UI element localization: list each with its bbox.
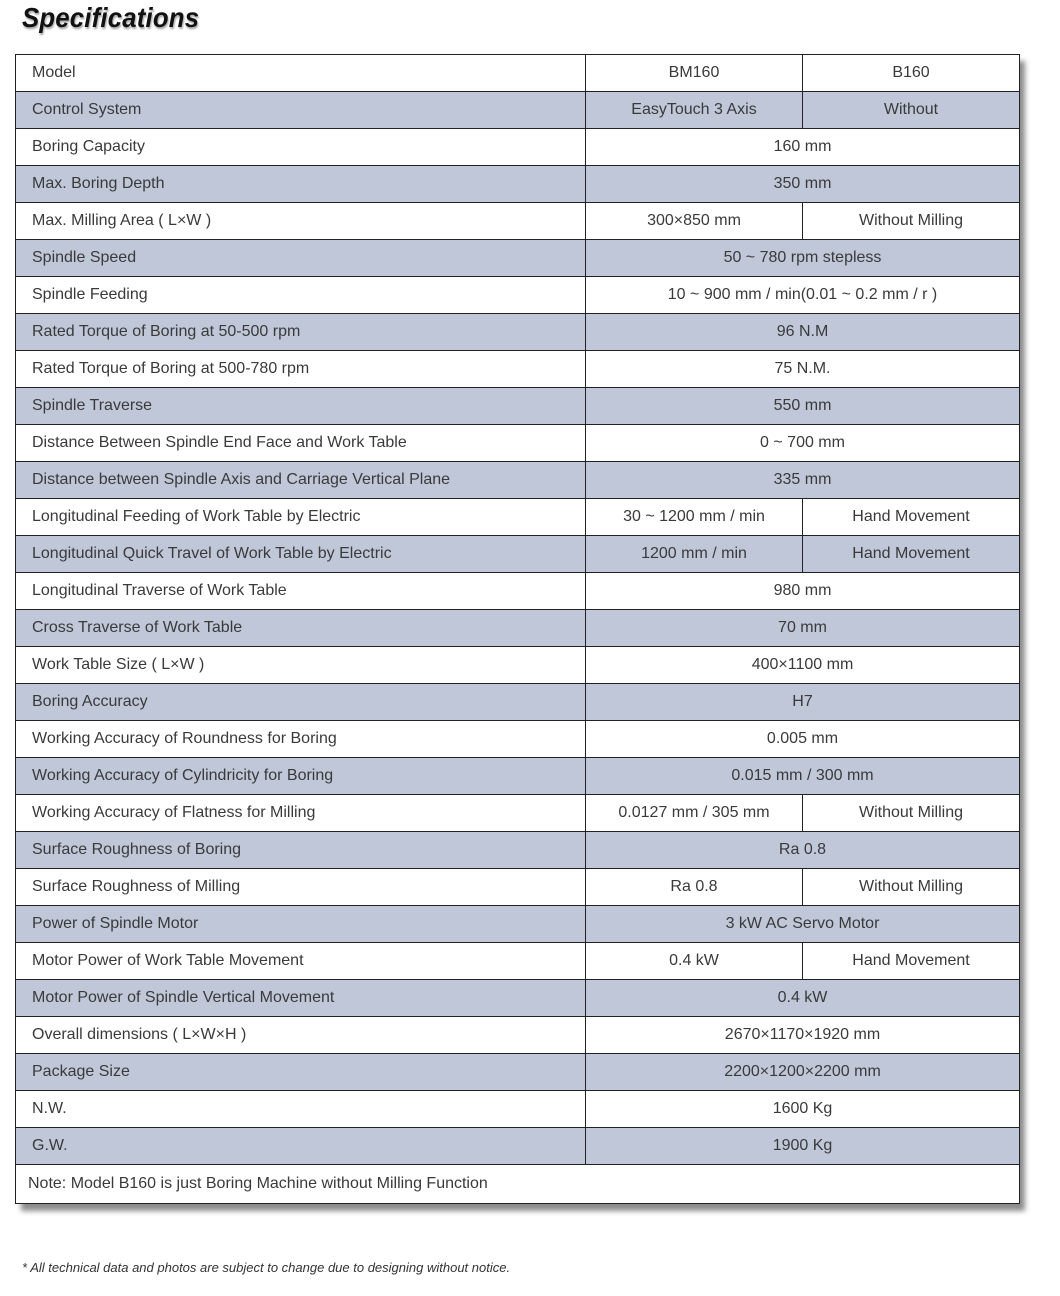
- spec-value-shared: 0.015 mm / 300 mm: [586, 758, 1020, 795]
- spec-row: [16, 684, 1020, 721]
- spec-value-shared: 550 mm: [586, 388, 1020, 425]
- spec-value-shared: 75 N.M.: [586, 351, 1020, 388]
- spec-value-shared: Ra 0.8: [586, 832, 1020, 869]
- spec-row: [16, 425, 1020, 462]
- spec-row: [16, 314, 1020, 351]
- spec-label: Distance Between Spindle End Face and Work Table: [16, 425, 586, 462]
- spec-row: [16, 499, 1020, 536]
- spec-value-shared: H7: [586, 684, 1020, 721]
- spec-row: [16, 166, 1020, 203]
- spec-value-shared: 0.005 mm: [586, 721, 1020, 758]
- spec-value-b160: Without Milling: [803, 795, 1020, 832]
- spec-row: [16, 92, 1020, 129]
- spec-row: [16, 1128, 1020, 1165]
- spec-value-b160: Without Milling: [803, 869, 1020, 906]
- spec-value-bm160: Ra 0.8: [586, 869, 803, 906]
- note-row: [16, 1165, 1020, 1204]
- spec-label: Longitudinal Feeding of Work Table by Electric: [16, 499, 586, 536]
- spec-label: Working Accuracy of Flatness for Milling: [16, 795, 586, 832]
- spec-label: Motor Power of Spindle Vertical Movement: [16, 980, 586, 1017]
- spec-value-bm160: BM160: [586, 55, 803, 92]
- spec-row: [16, 721, 1020, 758]
- spec-value-b160: Without: [803, 92, 1020, 129]
- spec-label: Rated Torque of Boring at 500-780 rpm: [16, 351, 586, 388]
- spec-label: N.W.: [16, 1091, 586, 1128]
- spec-value-shared: 0 ~ 700 mm: [586, 425, 1020, 462]
- spec-label: Spindle Traverse: [16, 388, 586, 425]
- spec-value-shared: 2200×1200×2200 mm: [586, 1054, 1020, 1091]
- spec-row: [16, 462, 1020, 499]
- spec-value-b160: Without Milling: [803, 203, 1020, 240]
- spec-value-shared: 335 mm: [586, 462, 1020, 499]
- spec-value-shared: 350 mm: [586, 166, 1020, 203]
- spec-value-shared: 96 N.M: [586, 314, 1020, 351]
- spec-value-shared: 50 ~ 780 rpm stepless: [586, 240, 1020, 277]
- spec-label: Package Size: [16, 1054, 586, 1091]
- spec-row: [16, 388, 1020, 425]
- spec-row: [16, 610, 1020, 647]
- spec-label: Spindle Feeding: [16, 277, 586, 314]
- spec-value-bm160: 0.4 kW: [586, 943, 803, 980]
- spec-label: Longitudinal Quick Travel of Work Table by Electric: [16, 536, 586, 573]
- spec-value-shared: 70 mm: [586, 610, 1020, 647]
- spec-label: Control System: [16, 92, 586, 129]
- spec-row: [16, 869, 1020, 906]
- spec-row: [16, 943, 1020, 980]
- spec-value-b160: Hand Movement: [803, 536, 1020, 573]
- spec-value-bm160: 1200 mm / min: [586, 536, 803, 573]
- spec-value-shared: 400×1100 mm: [586, 647, 1020, 684]
- spec-value-shared: 160 mm: [586, 129, 1020, 166]
- spec-label: Work Table Size ( L×W ): [16, 647, 586, 684]
- spec-row: [16, 1017, 1020, 1054]
- spec-row: [16, 573, 1020, 610]
- specifications-table-wrapper: [15, 54, 1019, 1204]
- spec-label: Spindle Speed: [16, 240, 586, 277]
- spec-value-shared: 10 ~ 900 mm / min(0.01 ~ 0.2 mm / r ): [586, 277, 1020, 314]
- spec-row: [16, 906, 1020, 943]
- spec-row: [16, 795, 1020, 832]
- spec-row: [16, 240, 1020, 277]
- footnote: * All technical data and photos are subject to change due to designing without notice.: [22, 1260, 511, 1275]
- spec-value-b160: Hand Movement: [803, 943, 1020, 980]
- specifications-table-body: [16, 55, 1020, 1204]
- spec-row: [16, 647, 1020, 684]
- spec-label: Max. Boring Depth: [16, 166, 586, 203]
- spec-label: Surface Roughness of Milling: [16, 869, 586, 906]
- spec-row: [16, 536, 1020, 573]
- specifications-table: [15, 54, 1020, 1204]
- spec-label: Rated Torque of Boring at 50-500 rpm: [16, 314, 586, 351]
- spec-label: Power of Spindle Motor: [16, 906, 586, 943]
- spec-label: Max. Milling Area ( L×W ): [16, 203, 586, 240]
- spec-row: [16, 129, 1020, 166]
- spec-label: Model: [16, 55, 586, 92]
- spec-value-shared: 3 kW AC Servo Motor: [586, 906, 1020, 943]
- spec-value-bm160: 300×850 mm: [586, 203, 803, 240]
- spec-row: [16, 758, 1020, 795]
- spec-row: [16, 980, 1020, 1017]
- spec-row: [16, 277, 1020, 314]
- spec-value-b160: Hand Movement: [803, 499, 1020, 536]
- spec-row: [16, 1054, 1020, 1091]
- spec-label: Motor Power of Work Table Movement: [16, 943, 586, 980]
- spec-label: G.W.: [16, 1128, 586, 1165]
- spec-row: [16, 351, 1020, 388]
- spec-label: Working Accuracy of Roundness for Boring: [16, 721, 586, 758]
- spec-label: Working Accuracy of Cylindricity for Boring: [16, 758, 586, 795]
- spec-value-shared: 980 mm: [586, 573, 1020, 610]
- spec-label: Surface Roughness of Boring: [16, 832, 586, 869]
- spec-label: Boring Capacity: [16, 129, 586, 166]
- spec-value-bm160: EasyTouch 3 Axis: [586, 92, 803, 129]
- spec-row: [16, 832, 1020, 869]
- spec-value-shared: 1900 Kg: [586, 1128, 1020, 1165]
- spec-label: Distance between Spindle Axis and Carriage Vertical Plane: [16, 462, 586, 499]
- spec-label: Cross Traverse of Work Table: [16, 610, 586, 647]
- spec-value-bm160: 30 ~ 1200 mm / min: [586, 499, 803, 536]
- spec-label: Longitudinal Traverse of Work Table: [16, 573, 586, 610]
- spec-row: [16, 203, 1020, 240]
- spec-row: [16, 55, 1020, 92]
- spec-value-bm160: 0.0127 mm / 305 mm: [586, 795, 803, 832]
- spec-value-shared: 1600 Kg: [586, 1091, 1020, 1128]
- note-text: Note: Model B160 is just Boring Machine without Milling Function: [16, 1165, 1020, 1204]
- spec-label: Boring Accuracy: [16, 684, 586, 721]
- page-title: Specifications: [22, 2, 200, 33]
- spec-value-shared: 0.4 kW: [586, 980, 1020, 1017]
- spec-value-shared: 2670×1170×1920 mm: [586, 1017, 1020, 1054]
- spec-label: Overall dimensions ( L×W×H ): [16, 1017, 586, 1054]
- spec-row: [16, 1091, 1020, 1128]
- spec-value-b160: B160: [803, 55, 1020, 92]
